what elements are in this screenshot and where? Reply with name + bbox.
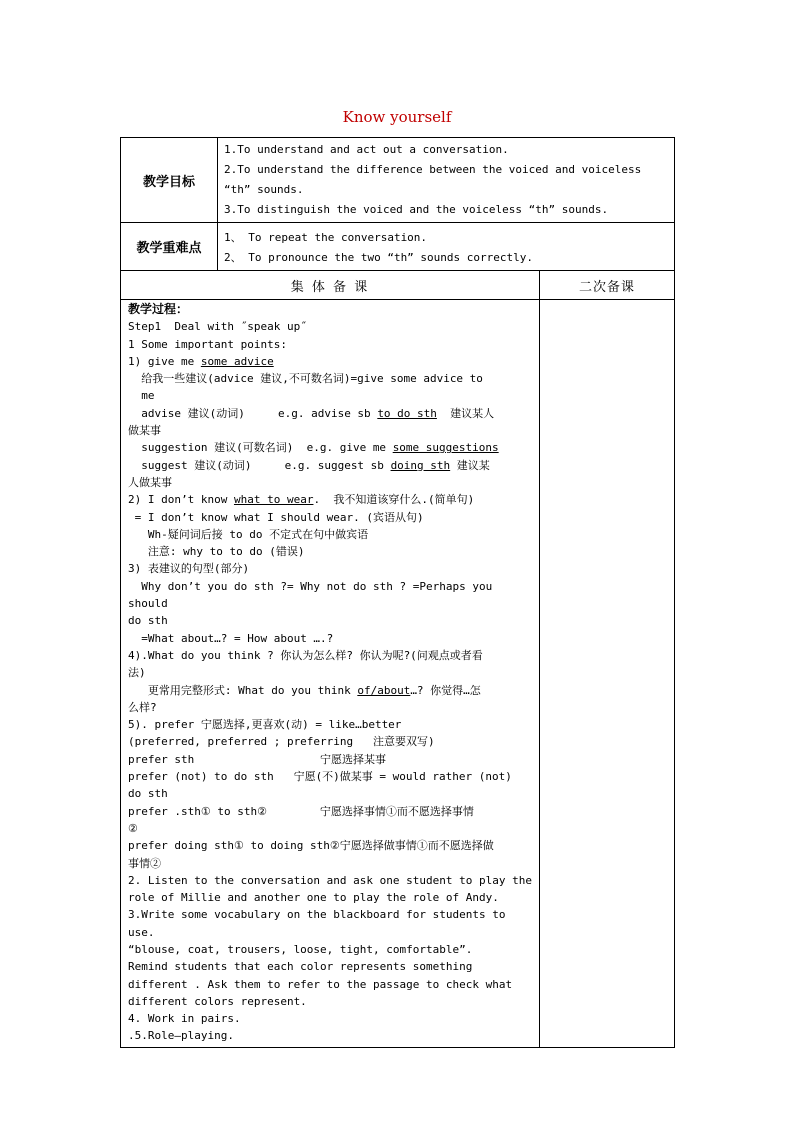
text-run: 更常用完整形式: What do you think xyxy=(128,683,358,697)
text-run: 人做某事 xyxy=(128,475,172,489)
process-line xyxy=(128,751,533,768)
process-line xyxy=(128,941,533,958)
objectives-label: 教学目标 xyxy=(121,138,218,223)
process-line xyxy=(128,993,533,1010)
process-line xyxy=(128,630,533,647)
difficulties-row xyxy=(121,223,675,271)
process-line xyxy=(128,491,533,508)
text-run: .5.Role—playing. xyxy=(128,1029,234,1043)
process-line xyxy=(128,387,533,404)
difficulty-line: 2、 To pronounce the two “th” sounds correctly. xyxy=(224,251,534,264)
text-run: 3.Write some vocabulary on the blackboard for students to use. xyxy=(128,908,513,939)
text-run: 法) xyxy=(128,666,146,680)
objectives-row xyxy=(121,138,675,223)
text-run: …? 你觉得…怎 xyxy=(410,683,481,697)
difficulties-label: 教学重难点 xyxy=(121,223,218,271)
process-line xyxy=(128,872,533,889)
process-line xyxy=(128,353,533,370)
process-line xyxy=(128,958,533,975)
process-line xyxy=(128,785,533,802)
second-column-header: 二次备课 xyxy=(540,271,675,300)
text-run: (preferred, preferred ; preferring 注意要双写) xyxy=(128,735,435,749)
process-line xyxy=(128,889,533,906)
text-run: prefer sth 宁愿选择某事 xyxy=(128,752,387,766)
objective-line: 3.To distinguish the voiced and the voiceless “th” sounds. xyxy=(224,203,609,216)
text-run: . 我不知道该穿什么.(简单句) xyxy=(313,493,475,507)
process-line xyxy=(128,664,533,681)
process-line xyxy=(128,457,533,474)
page-title: Know yourself xyxy=(342,108,452,126)
process-line xyxy=(128,336,533,353)
process-line xyxy=(128,906,533,941)
objective-line: 1.To understand and act out a conversation. xyxy=(224,143,509,156)
objective-line: 2.To understand the difference between the voiced and voiceless xyxy=(224,163,642,176)
process-line xyxy=(128,1010,533,1027)
text-run: advise 建议(动词) e.g. advise sb xyxy=(128,406,378,420)
process-line xyxy=(128,612,533,629)
text-run: do sth xyxy=(128,614,168,628)
text-run: = I don’t know what I should wear. (宾语从句) xyxy=(128,510,424,524)
text-run: 4).What do you think ? 你认为怎么样? 你认为呢?(问观点或者看 xyxy=(128,648,483,662)
process-lines xyxy=(128,318,533,1044)
difficulties-content xyxy=(218,223,675,271)
process-line xyxy=(128,733,533,750)
process-content xyxy=(121,300,540,1048)
objective-line: “th” sounds. xyxy=(224,183,304,196)
text-run: 建议某 xyxy=(450,458,490,472)
process-line xyxy=(128,439,533,456)
process-row xyxy=(121,300,675,1048)
objectives-content xyxy=(218,138,675,223)
text-run: “blouse, coat, trousers, loose, tight, comfortable”. xyxy=(128,942,473,956)
process-line xyxy=(128,405,533,422)
text-run: prefer .sth① to sth② 宁愿选择事情①而不愿选择事情 xyxy=(128,804,474,818)
text-run: 4. Work in pairs. xyxy=(128,1012,241,1026)
text-run: 2. Listen to the conversation and ask one student to play the xyxy=(128,873,532,887)
text-run: =What about…? = How about ….? xyxy=(128,631,334,645)
text-run: 给我一些建议(advice 建议,不可数名词)=give some advice to xyxy=(128,372,483,386)
process-line xyxy=(128,474,533,491)
process-line xyxy=(128,422,533,439)
process-heading: 教学过程： xyxy=(128,302,189,316)
text-run: 注意: why to to do (错误) xyxy=(128,545,305,559)
text-run: Wh-疑问词后接 to do 不定式在句中做宾语 xyxy=(128,527,369,541)
lesson-plan-table xyxy=(120,137,675,1048)
underlined-phrase: doing sth xyxy=(390,458,451,472)
difficulty-line: 1、 To repeat the conversation. xyxy=(224,231,428,244)
process-line xyxy=(128,1027,533,1044)
text-run: different colors represent. xyxy=(128,994,307,1008)
process-line xyxy=(128,976,533,993)
process-line xyxy=(128,768,533,785)
process-line xyxy=(128,803,533,820)
text-run: role of Millie and another one to play the role of Andy. xyxy=(128,891,499,905)
process-line xyxy=(128,560,533,577)
text-run: 建议某人 xyxy=(436,406,495,420)
text-run: 1 Some important points: xyxy=(128,337,287,351)
text-run: prefer (not) to do sth 宁愿(不)做某事 = would rather (not) xyxy=(128,770,512,784)
text-run: 3) 表建议的句型(部分) xyxy=(128,562,250,576)
process-line xyxy=(128,837,533,854)
text-run: prefer doing sth① to doing sth②宁愿选择做事情①而不愿选择做 xyxy=(128,839,494,853)
text-run: suggestion 建议(可数名词) e.g. give me xyxy=(128,441,393,455)
underlined-phrase: of/about xyxy=(357,683,411,697)
second-prep-cell xyxy=(540,300,675,1048)
process-line xyxy=(128,682,533,699)
text-run: 1) give me xyxy=(128,354,201,368)
text-run: me xyxy=(128,389,155,403)
process-line xyxy=(128,318,533,335)
process-line xyxy=(128,370,533,387)
process-line xyxy=(128,699,533,716)
underlined-phrase: to do sth xyxy=(377,406,437,420)
process-line xyxy=(128,526,533,543)
underlined-phrase: what to wear xyxy=(233,493,314,507)
text-run: suggest 建议(动词) e.g. suggest sb xyxy=(128,458,391,472)
text-run: 2) I don’t know xyxy=(128,493,234,507)
text-run: 事情② xyxy=(128,856,161,870)
text-run: 5). prefer 宁愿选择,更喜欢(动) = like…better xyxy=(128,718,402,732)
text-run: Remind students that each color represents something xyxy=(128,960,473,974)
underlined-phrase: some suggestions xyxy=(392,441,499,455)
text-run: ② xyxy=(128,821,138,835)
text-run: 么样? xyxy=(128,700,157,714)
process-line xyxy=(128,820,533,837)
main-column-header: 集 体 备 课 xyxy=(121,271,540,300)
text-run: do sth xyxy=(128,787,168,801)
underlined-phrase: some advice xyxy=(200,354,274,368)
process-line xyxy=(128,578,533,613)
text-run: different . Ask them to refer to the passage to check what xyxy=(128,977,513,991)
text-run: Step1 Deal with ˝speak up˝ xyxy=(128,320,307,334)
process-line xyxy=(128,509,533,526)
text-run: Why don’t you do sth ?= Why not do sth ? =Perhaps you should xyxy=(128,579,499,611)
process-line xyxy=(128,716,533,733)
text-run: 做某事 xyxy=(128,424,161,438)
process-line xyxy=(128,647,533,664)
process-line xyxy=(128,543,533,560)
column-header-row xyxy=(121,271,675,300)
process-line xyxy=(128,855,533,872)
